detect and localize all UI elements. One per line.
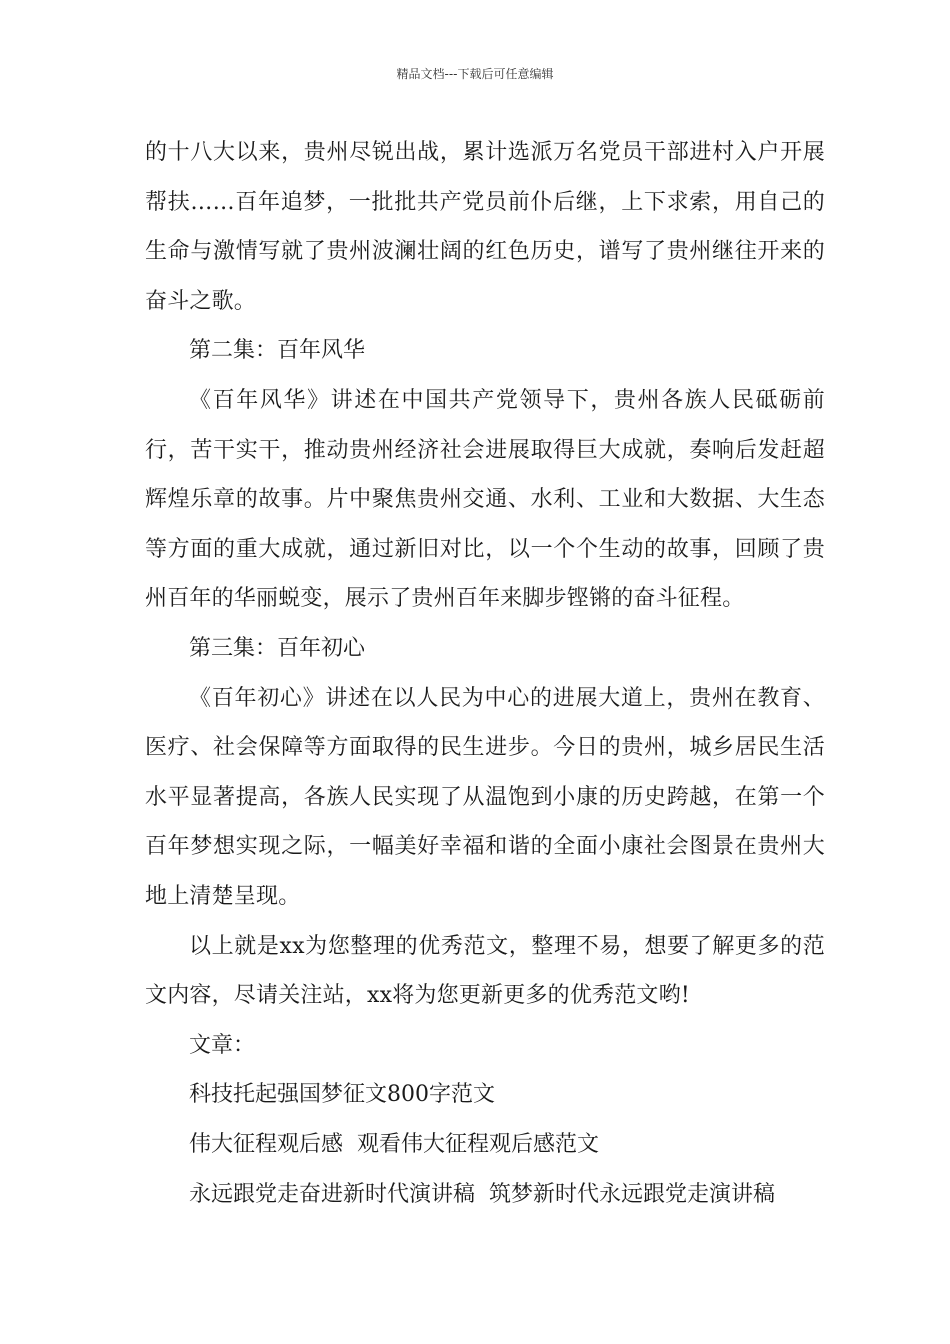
articles-label: 文章：	[189, 1032, 256, 1058]
related-article-title[interactable]: 筑梦新时代永远跟党走演讲稿	[489, 1182, 776, 1208]
paragraph-episode-3: 《百年初心》讲述在以人民为中心的进展大道上，贵州在教育、医疗、社会保障等方面取得的民生进步。今日的贵州，城乡居民生活水平显著提高，各族人民实现了从温饱到小康的历史跨越，在第一个百年梦想实现之际，一幅美好幸福和谐的全面小康社会图景在贵州大地上清楚呈现。	[145, 685, 825, 909]
related-article-title[interactable]: 观看伟大征程观后感范文	[357, 1132, 600, 1158]
document-body	[145, 128, 825, 1220]
paragraph-episode-2: 《百年风华》讲述在中国共产党领导下，贵州各族人民砥砺前行，苦干实干，推动贵州经济社会进展取得巨大成就，奏响后发赶超辉煌乐章的故事。片中聚焦贵州交通、水利、工业和大数据、大生态等方面的重大成就，通过新旧对比，以一个个生动的故事，回顾了贵州百年的华丽蜕变，展示了贵州百年来脚步铿锵的奋斗征程。	[145, 387, 825, 612]
section-heading-2: 第二集：百年风华	[189, 338, 366, 364]
related-article-title[interactable]: 科技托起强国梦征文800字范文	[189, 1082, 495, 1108]
related-article-3[interactable]	[145, 1170, 825, 1220]
related-article-1[interactable]	[145, 1070, 825, 1120]
section-heading-3: 第三集：百年初心	[189, 635, 366, 661]
page-header: 精品文档---下载后可任意编辑	[396, 67, 554, 81]
related-article-title[interactable]: 永远跟党走奋进新时代演讲稿	[189, 1182, 476, 1208]
related-article-2[interactable]	[145, 1120, 825, 1170]
related-article-title[interactable]: 伟大征程观后感	[189, 1132, 344, 1158]
paragraph-closing: 以上就是xx为您整理的优秀范文，整理不易，想要了解更多的范文内容，尽请关注站，xx将为您更新更多的优秀范文哟!	[145, 933, 825, 1009]
paragraph-intro: 的十八大以来，贵州尽锐出战，累计选派万名党员干部进村入户开展帮扶……百年追梦，一批批共产党员前仆后继，上下求索，用自己的生命与激情写就了贵州波澜壮阔的红色历史，谱写了贵州继往开来的奋斗之歌。	[145, 140, 825, 314]
